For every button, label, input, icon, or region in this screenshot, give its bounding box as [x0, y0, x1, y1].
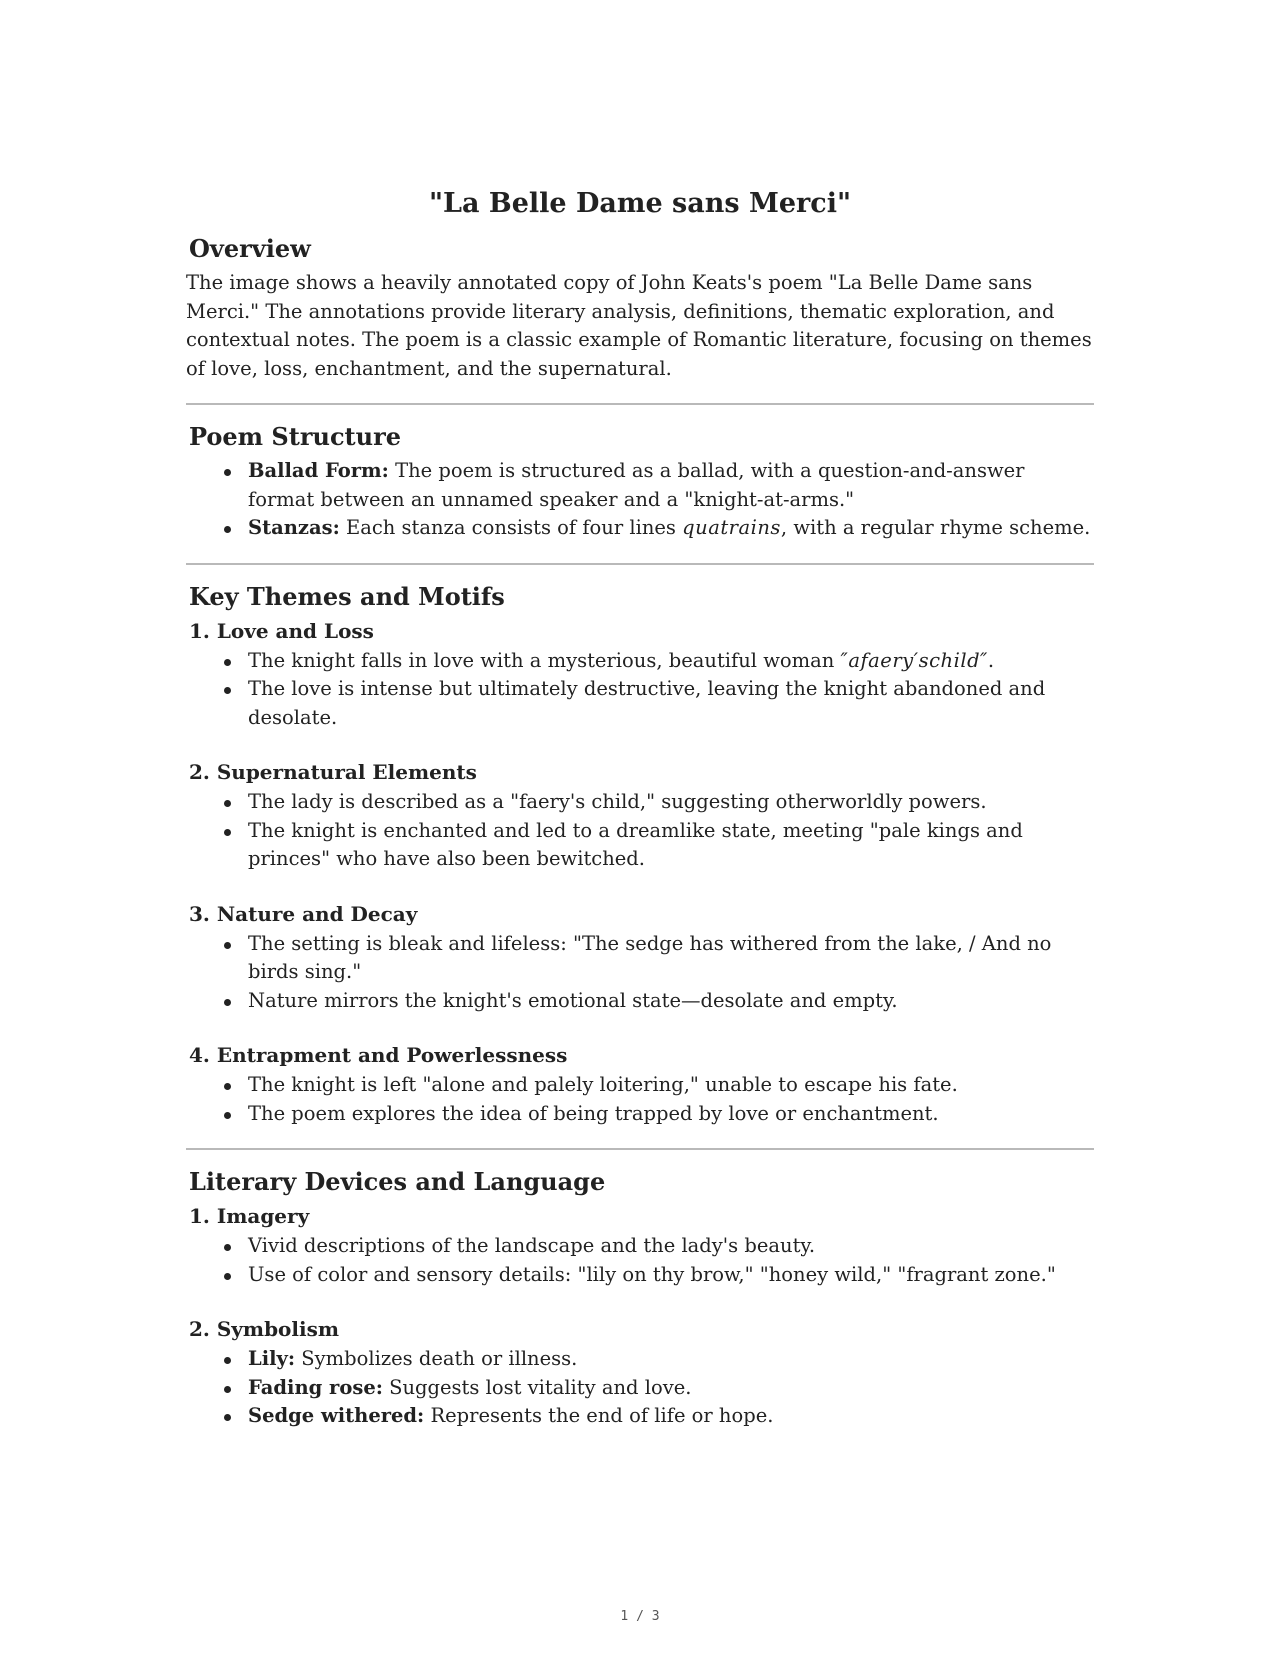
list-item: The knight is left "alone and palely loitering," unable to escape his fate.	[248, 1071, 1094, 1100]
item-text: Symbolizes death or illness.	[295, 1347, 578, 1370]
item-lead: Fading rose:	[248, 1375, 383, 1399]
item-text: Each stanza consists of four lines	[339, 516, 683, 539]
item-text: The poem is structured as a ballad, with a question-and-answer format between an unnamed speaker and a "knight-at-arms."	[248, 459, 1025, 511]
list-item: The poem explores the idea of being trapped by love or enchantment.	[248, 1100, 1094, 1129]
math-term: quatrains	[682, 516, 781, 539]
subsection-heading: 1. Love and Loss	[189, 618, 374, 643]
item-text: , with a regular rhyme scheme.	[780, 516, 1091, 539]
subsection-heading: 1. Imagery	[189, 1204, 310, 1228]
item-lead: Stanzas:	[248, 516, 340, 539]
page-number: 1 / 3	[620, 1609, 660, 1624]
themes-heading: Key Themes and Motifs	[189, 581, 505, 611]
math-term: ″afaery′schild″	[840, 648, 988, 672]
divider	[186, 1148, 1094, 1150]
item-lead: Sedge withered:	[248, 1404, 425, 1427]
item-lead: Lily:	[248, 1347, 296, 1370]
list-item: The knight is enchanted and led to a dreamlike state, meeting "pale kings and princes" who have also been bewitched.	[248, 817, 1094, 874]
item-text: .	[987, 648, 995, 672]
list-item	[248, 1345, 1094, 1374]
list-item	[248, 457, 1094, 514]
subsection-heading: 2. Symbolism	[189, 1317, 340, 1341]
list-item: Nature mirrors the knight's emotional state—desolate and empty.	[248, 987, 1094, 1016]
item-text: Suggests lost vitality and love.	[382, 1375, 692, 1399]
devices-heading: Literary Devices and Language	[189, 1167, 606, 1196]
list-item	[248, 647, 1094, 676]
list-item: The setting is bleak and lifeless: "The sedge has withered from the lake, / And no birds sing."	[248, 930, 1094, 987]
item-text: The knight falls in love with a mysterious, beautiful woman	[248, 648, 841, 672]
subsection-heading: 4. Entrapment and Powerlessness	[189, 1043, 568, 1067]
theme-nature-decay	[186, 900, 1094, 1016]
structure-list	[186, 457, 1094, 543]
document-title: "La Belle Dame sans Merci"	[428, 188, 852, 219]
theme-love-loss	[186, 617, 1094, 733]
list-item: Vivid descriptions of the landscape and the lady's beauty.	[248, 1232, 1094, 1261]
subsection-heading: 3. Nature and Decay	[189, 901, 418, 926]
divider	[186, 563, 1094, 565]
overview-text: The image shows a heavily annotated copy of John Keats's poem "La Belle Dame sans Merci." The annotations provide literary analysis, definitions, thematic exploration, and contextual notes. The poem is a classic example of Romantic literature, focusing on themes of love, loss, enchantment, and the supernatural.	[186, 271, 1092, 380]
subsection-heading: 2. Supernatural Elements	[189, 760, 477, 784]
device-symbolism	[186, 1315, 1094, 1431]
list-item: The love is intense but ultimately destructive, leaving the knight abandoned and desolate.	[248, 675, 1094, 732]
structure-heading: Poem Structure	[189, 422, 402, 451]
list-item	[248, 1374, 1094, 1403]
list-item	[248, 514, 1094, 543]
list-item: The lady is described as a "faery's child," suggesting otherworldly powers.	[248, 788, 1094, 817]
theme-entrapment	[186, 1041, 1094, 1128]
device-imagery	[186, 1202, 1094, 1289]
list-item: Use of color and sensory details: "lily on thy brow," "honey wild," "fragrant zone."	[248, 1261, 1094, 1290]
item-lead: Ballad Form:	[248, 459, 389, 482]
document-page	[186, 186, 1094, 1431]
theme-supernatural	[186, 758, 1094, 874]
item-text: Represents the end of life or hope.	[424, 1404, 774, 1427]
list-item	[248, 1402, 1094, 1431]
overview-heading: Overview	[189, 234, 311, 263]
divider	[186, 403, 1094, 405]
